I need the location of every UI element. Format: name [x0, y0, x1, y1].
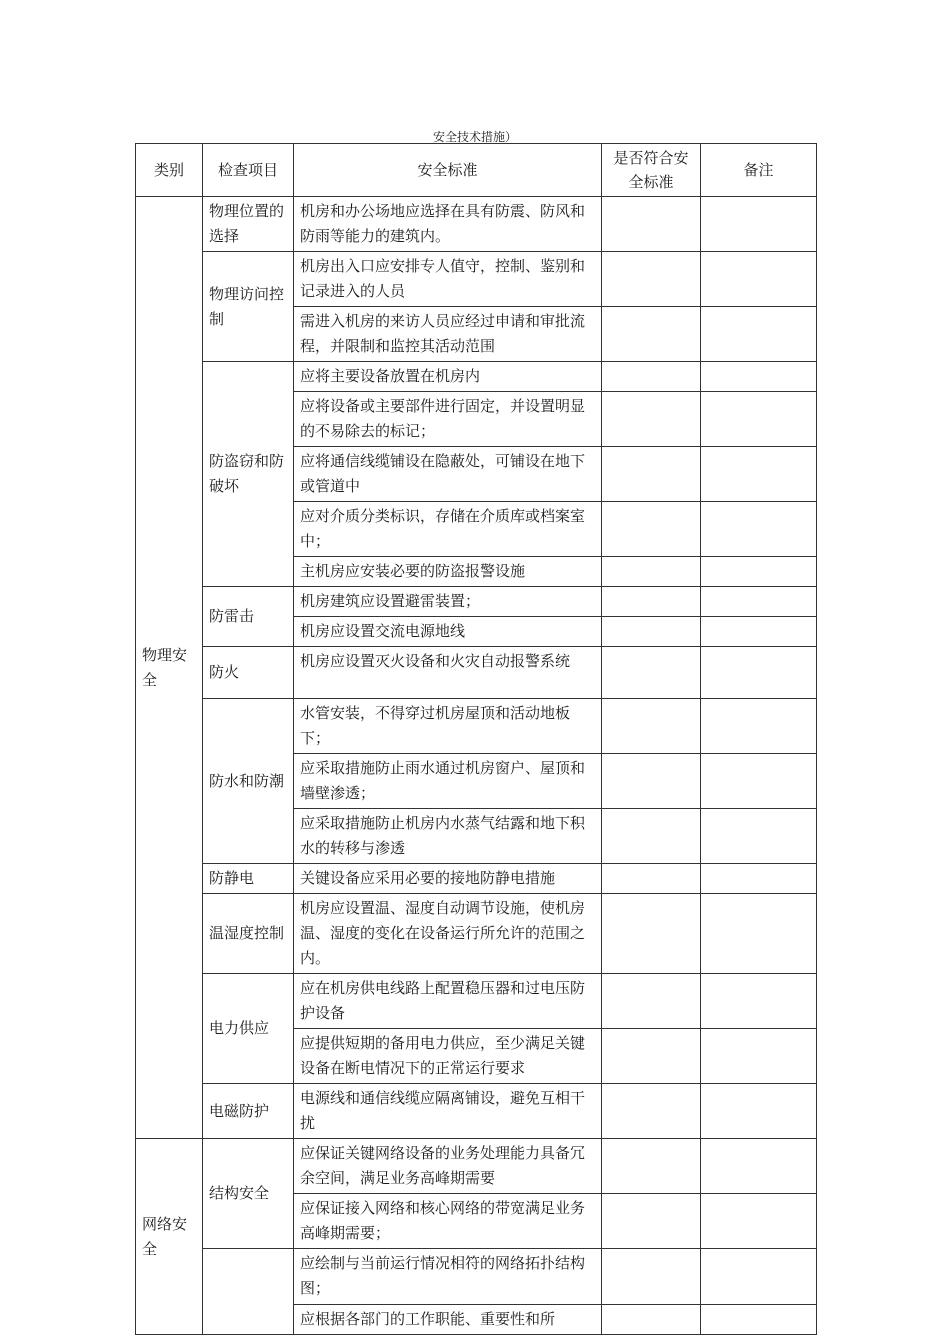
category-cell: 物理安全 [136, 197, 203, 1139]
check-item-cell [203, 1249, 294, 1335]
standard-cell: 电源线和通信线缆应隔离铺设，避免互相干扰 [294, 1084, 602, 1139]
standard-cell: 需进入机房的来访人员应经过申请和审批流程，并限制和监控其活动范围 [294, 307, 602, 362]
standard-cell: 应保证关键网络设备的业务处理能力具备冗余空间，满足业务高峰期需要 [294, 1139, 602, 1194]
standard-cell: 主机房应安装必要的防盗报警设施 [294, 557, 602, 587]
check-item-cell: 防盗窃和防破坏 [203, 362, 294, 587]
compliance-cell[interactable] [602, 197, 701, 252]
remark-cell[interactable] [701, 1249, 817, 1305]
compliance-cell[interactable] [602, 362, 701, 392]
table-row [136, 587, 817, 617]
table-row [136, 974, 817, 1029]
standard-cell: 应采取措施防止雨水通过机房窗户、屋顶和墙壁渗透； [294, 754, 602, 809]
compliance-cell[interactable] [602, 1029, 701, 1084]
table-row [136, 864, 817, 894]
remark-cell[interactable] [701, 699, 817, 754]
remark-cell[interactable] [701, 197, 817, 252]
remark-cell[interactable] [701, 864, 817, 894]
standard-cell: 应对介质分类标识，存储在介质库或档案室中； [294, 502, 602, 557]
standard-cell: 机房应设置交流电源地线 [294, 617, 602, 647]
remark-cell[interactable] [701, 894, 817, 974]
remark-cell[interactable] [701, 617, 817, 647]
compliance-cell[interactable] [602, 974, 701, 1029]
table-row [136, 252, 817, 307]
compliance-cell[interactable] [602, 1305, 701, 1335]
table-row [136, 894, 817, 974]
remark-cell[interactable] [701, 392, 817, 447]
compliance-cell[interactable] [602, 1084, 701, 1139]
check-item-cell: 结构安全 [203, 1139, 294, 1249]
compliance-cell[interactable] [602, 894, 701, 974]
remark-cell[interactable] [701, 557, 817, 587]
standard-cell: 应根据各部门的工作职能、重要性和所 [294, 1305, 602, 1335]
remark-cell[interactable] [701, 502, 817, 557]
remark-cell[interactable] [701, 754, 817, 809]
header-compliant: 是否符合安全标准 [602, 144, 701, 197]
compliance-cell[interactable] [602, 252, 701, 307]
remark-cell[interactable] [701, 252, 817, 307]
table-body [136, 197, 817, 1335]
check-item-cell: 防静电 [203, 864, 294, 894]
header-row [136, 144, 817, 197]
check-item-cell: 防火 [203, 647, 294, 699]
remark-cell[interactable] [701, 1029, 817, 1084]
standard-cell: 应将设备或主要部件进行固定，并设置明显的不易除去的标记； [294, 392, 602, 447]
standard-cell: 关键设备应采用必要的接地防静电措施 [294, 864, 602, 894]
table-row [136, 1084, 817, 1139]
table-row [136, 699, 817, 754]
check-item-cell: 物理位置的选择 [203, 197, 294, 252]
standard-cell: 机房建筑应设置避雷装置； [294, 587, 602, 617]
remark-cell[interactable] [701, 1194, 817, 1249]
compliance-cell[interactable] [602, 809, 701, 864]
table-row [136, 1139, 817, 1194]
remark-cell[interactable] [701, 447, 817, 502]
table-row [136, 197, 817, 252]
header-item: 检查项目 [203, 144, 294, 197]
standard-cell: 机房出入口应安排专人值守，控制、鉴别和记录进入的人员 [294, 252, 602, 307]
check-item-cell: 温湿度控制 [203, 894, 294, 974]
standard-cell: 应提供短期的备用电力供应，至少满足关键设备在断电情况下的正常运行要求 [294, 1029, 602, 1084]
standard-cell: 应绘制与当前运行情况相符的网络拓扑结构图； [294, 1249, 602, 1305]
standard-cell: 应保证接入网络和核心网络的带宽满足业务高峰期需要； [294, 1194, 602, 1249]
compliance-cell[interactable] [602, 392, 701, 447]
category-cell: 网络安全 [136, 1139, 203, 1335]
standard-cell: 机房应设置温、湿度自动调节设施，使机房温、湿度的变化在设备运行所允许的范围之内。 [294, 894, 602, 974]
compliance-cell[interactable] [602, 864, 701, 894]
remark-cell[interactable] [701, 809, 817, 864]
remark-cell[interactable] [701, 974, 817, 1029]
compliance-cell[interactable] [602, 1139, 701, 1194]
compliance-cell[interactable] [602, 587, 701, 617]
standard-cell: 机房应设置灭火设备和火灾自动报警系统 [294, 647, 602, 699]
compliance-cell[interactable] [602, 699, 701, 754]
check-item-cell: 防雷击 [203, 587, 294, 647]
header-standard: 安全标准 [294, 144, 602, 197]
check-item-cell: 防水和防潮 [203, 699, 294, 864]
table-row [136, 647, 817, 699]
check-item-cell: 电磁防护 [203, 1084, 294, 1139]
compliance-cell[interactable] [602, 1249, 701, 1305]
header-remark: 备注 [701, 144, 817, 197]
table-row [136, 1249, 817, 1305]
compliance-cell[interactable] [602, 502, 701, 557]
compliance-cell[interactable] [602, 617, 701, 647]
remark-cell[interactable] [701, 1084, 817, 1139]
remark-cell[interactable] [701, 1305, 817, 1335]
table-caption: 安全技术措施） [432, 130, 517, 144]
remark-cell[interactable] [701, 647, 817, 699]
compliance-cell[interactable] [602, 754, 701, 809]
check-item-cell: 电力供应 [203, 974, 294, 1084]
table-row [136, 362, 817, 392]
compliance-cell[interactable] [602, 447, 701, 502]
standard-cell: 应将通信线缆铺设在隐蔽处，可铺设在地下或管道中 [294, 447, 602, 502]
standard-cell: 水管安装，不得穿过机房屋顶和活动地板下； [294, 699, 602, 754]
check-item-cell: 物理访问控制 [203, 252, 294, 362]
remark-cell[interactable] [701, 362, 817, 392]
compliance-cell[interactable] [602, 647, 701, 699]
remark-cell[interactable] [701, 307, 817, 362]
standard-cell: 机房和办公场地应选择在具有防震、防风和防雨等能力的建筑内。 [294, 197, 602, 252]
compliance-cell[interactable] [602, 557, 701, 587]
compliance-cell[interactable] [602, 307, 701, 362]
standard-cell: 应在机房供电线路上配置稳压器和过电压防护设备 [294, 974, 602, 1029]
remark-cell[interactable] [701, 587, 817, 617]
remark-cell[interactable] [701, 1139, 817, 1194]
header-category: 类别 [136, 144, 203, 197]
standard-cell: 应将主要设备放置在机房内 [294, 362, 602, 392]
compliance-cell[interactable] [602, 1194, 701, 1249]
standard-cell: 应采取措施防止机房内水蒸气结露和地下积水的转移与渗透 [294, 809, 602, 864]
security-checklist-table [135, 143, 817, 1335]
